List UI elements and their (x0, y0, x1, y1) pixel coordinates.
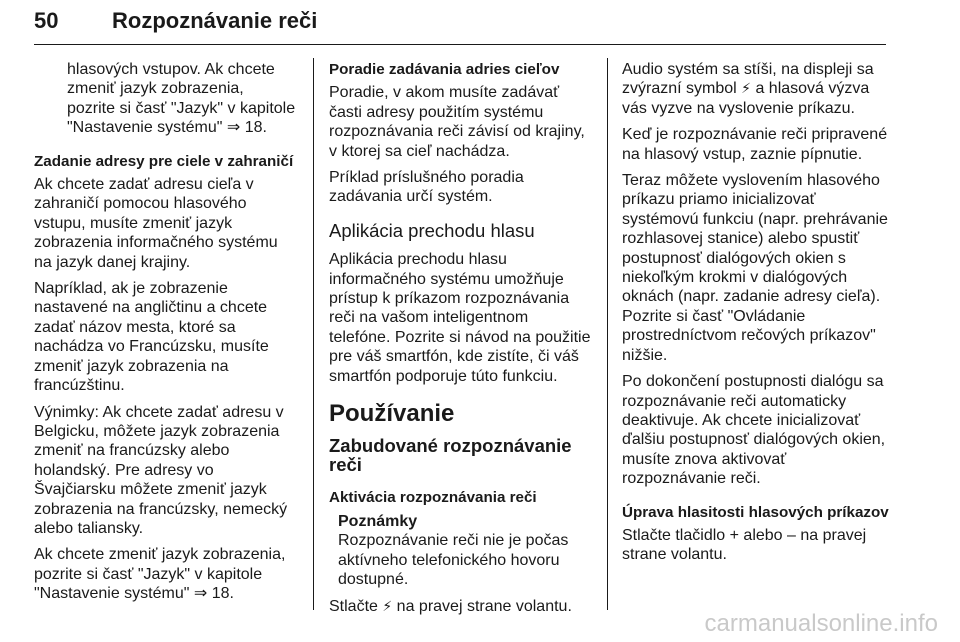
heading-foreign-destinations: Zadanie adresy pre ciele v zahraničí (34, 152, 294, 170)
paragraph: Ak chcete zmeniť jazyk zobrazenia, pozrite si časť "Jazyk" v kapitole "Nastavenie systému" ⇒ 18. (34, 546, 286, 603)
paragraph: Napríklad, ak je zobrazenie nastavené na angličtinu a chcete zadať názov mesta, ktoré sa nachádza vo Francúzsku, musíte zmeniť jazyk zobrazenia na francúzštinu. (34, 280, 269, 395)
paragraph: Výnimky: Ak chcete zadať adresu v Belgicku, môžete jazyk zobrazenia zmeniť na francúzsky alebo holandský. Pre adresy vo Švajčiarsku môžete zmeniť jazyk zobrazenia na francúzsky, nemecký alebo taliansky. (34, 403, 288, 537)
heading-volume-adjust: Úprava hlasitosti hlasových príkazov (622, 503, 889, 521)
chapter-heading-usage: Používanie (329, 400, 455, 428)
column-middle (329, 60, 591, 624)
column-divider (313, 58, 314, 610)
note-text: Rozpoznávanie reči nie je počas aktívneho telefonického hovoru dostupné. (338, 532, 569, 588)
column-left (34, 60, 296, 611)
heading-activation: Aktivácia rozpoznávania reči (329, 489, 537, 507)
plus-icon: + (729, 526, 739, 544)
paragraph: Audio systém sa stíši, na displeji sa zvýrazní symbol ⚡︎ a hlasová výzva vás vyzve na vyslovenie príkazu. (622, 61, 874, 117)
paragraph: Ak chcete zadať adresu cieľa v zahraničí pomocou hlasového vstupu, musíte zmeniť jazyk zobrazenia informačného systému na jazyk danej krajiny. (34, 176, 278, 271)
paragraph: Stlačte ⚡︎ na pravej strane volantu. (329, 598, 572, 616)
paragraph: Keď je rozpoznávanie reči pripravené na hlasový vstup, zaznie pípnutie. (622, 126, 888, 163)
voice-icon: ⚡︎ (382, 598, 393, 615)
minus-icon: – (787, 526, 796, 544)
column-divider (607, 58, 608, 610)
page-header (34, 4, 886, 45)
paragraph: Poradie, v akom musíte zadávať časti adresy použitím systému rozpoznávania reči závisí od krajiny, v ktorej sa cieľ nachádza. (329, 84, 585, 160)
continued-paragraph: hlasových vstupov. Ak chcete zmeniť jazyk zobrazenia, pozrite si časť "Jazyk" v kapitole "Nastavenie systému" ⇒ 18. (67, 61, 296, 137)
column-right (622, 60, 892, 572)
note-box (329, 512, 591, 590)
paragraph: Teraz môžete vyslovením hlasového príkazu priamo inicializovať systémovú funkciu (napr. prehrávanie rozhlasovej stanice) alebo spustiť postupnosť dialógových okien s niekoľkým krokmi v dialógových oknách (napr. zadanie adresy cieľa). Pozrite si časť "Ovládanie prostredníctvom rečových príkazov" nižšie. (622, 172, 888, 364)
heading-address-order: Poradie zadávania adries cieľov (329, 61, 560, 78)
heading-builtin-recognition: Zabudované rozpoznávanie reči (329, 434, 572, 475)
note-label: Poznámky (338, 512, 418, 530)
watermark: carmanualsonline.info (704, 610, 938, 637)
running-title: Rozpoznávanie reči (112, 8, 318, 33)
paragraph: Po dokončení postupnosti dialógu sa rozpoznávanie reči automaticky deaktivuje. Ak chcete inicializovať ďalšiu postupnosť dialógových okien, musíte znova aktivovať rozpoznávanie reči. (622, 373, 886, 488)
paragraph: Stlačte tlačidlo + alebo – na pravej strane volantu. (622, 526, 867, 564)
page-number: 50 (34, 8, 59, 33)
voice-icon: ⚡︎ (741, 80, 751, 97)
paragraph: Aplikácia prechodu hlasu informačného systému umožňuje prístup k príkazom rozpoznávania reči na vašom inteligentnom telefóne. Pozrite si návod na použitie pre váš smartfón, kde zistíte, či váš smartfón podporuje túto funkciu. (329, 251, 591, 385)
heading-voice-passthrough: Aplikácia prechodu hlasu (329, 219, 535, 241)
paragraph: Príklad príslušného poradia zadávania určí systém. (329, 169, 524, 206)
